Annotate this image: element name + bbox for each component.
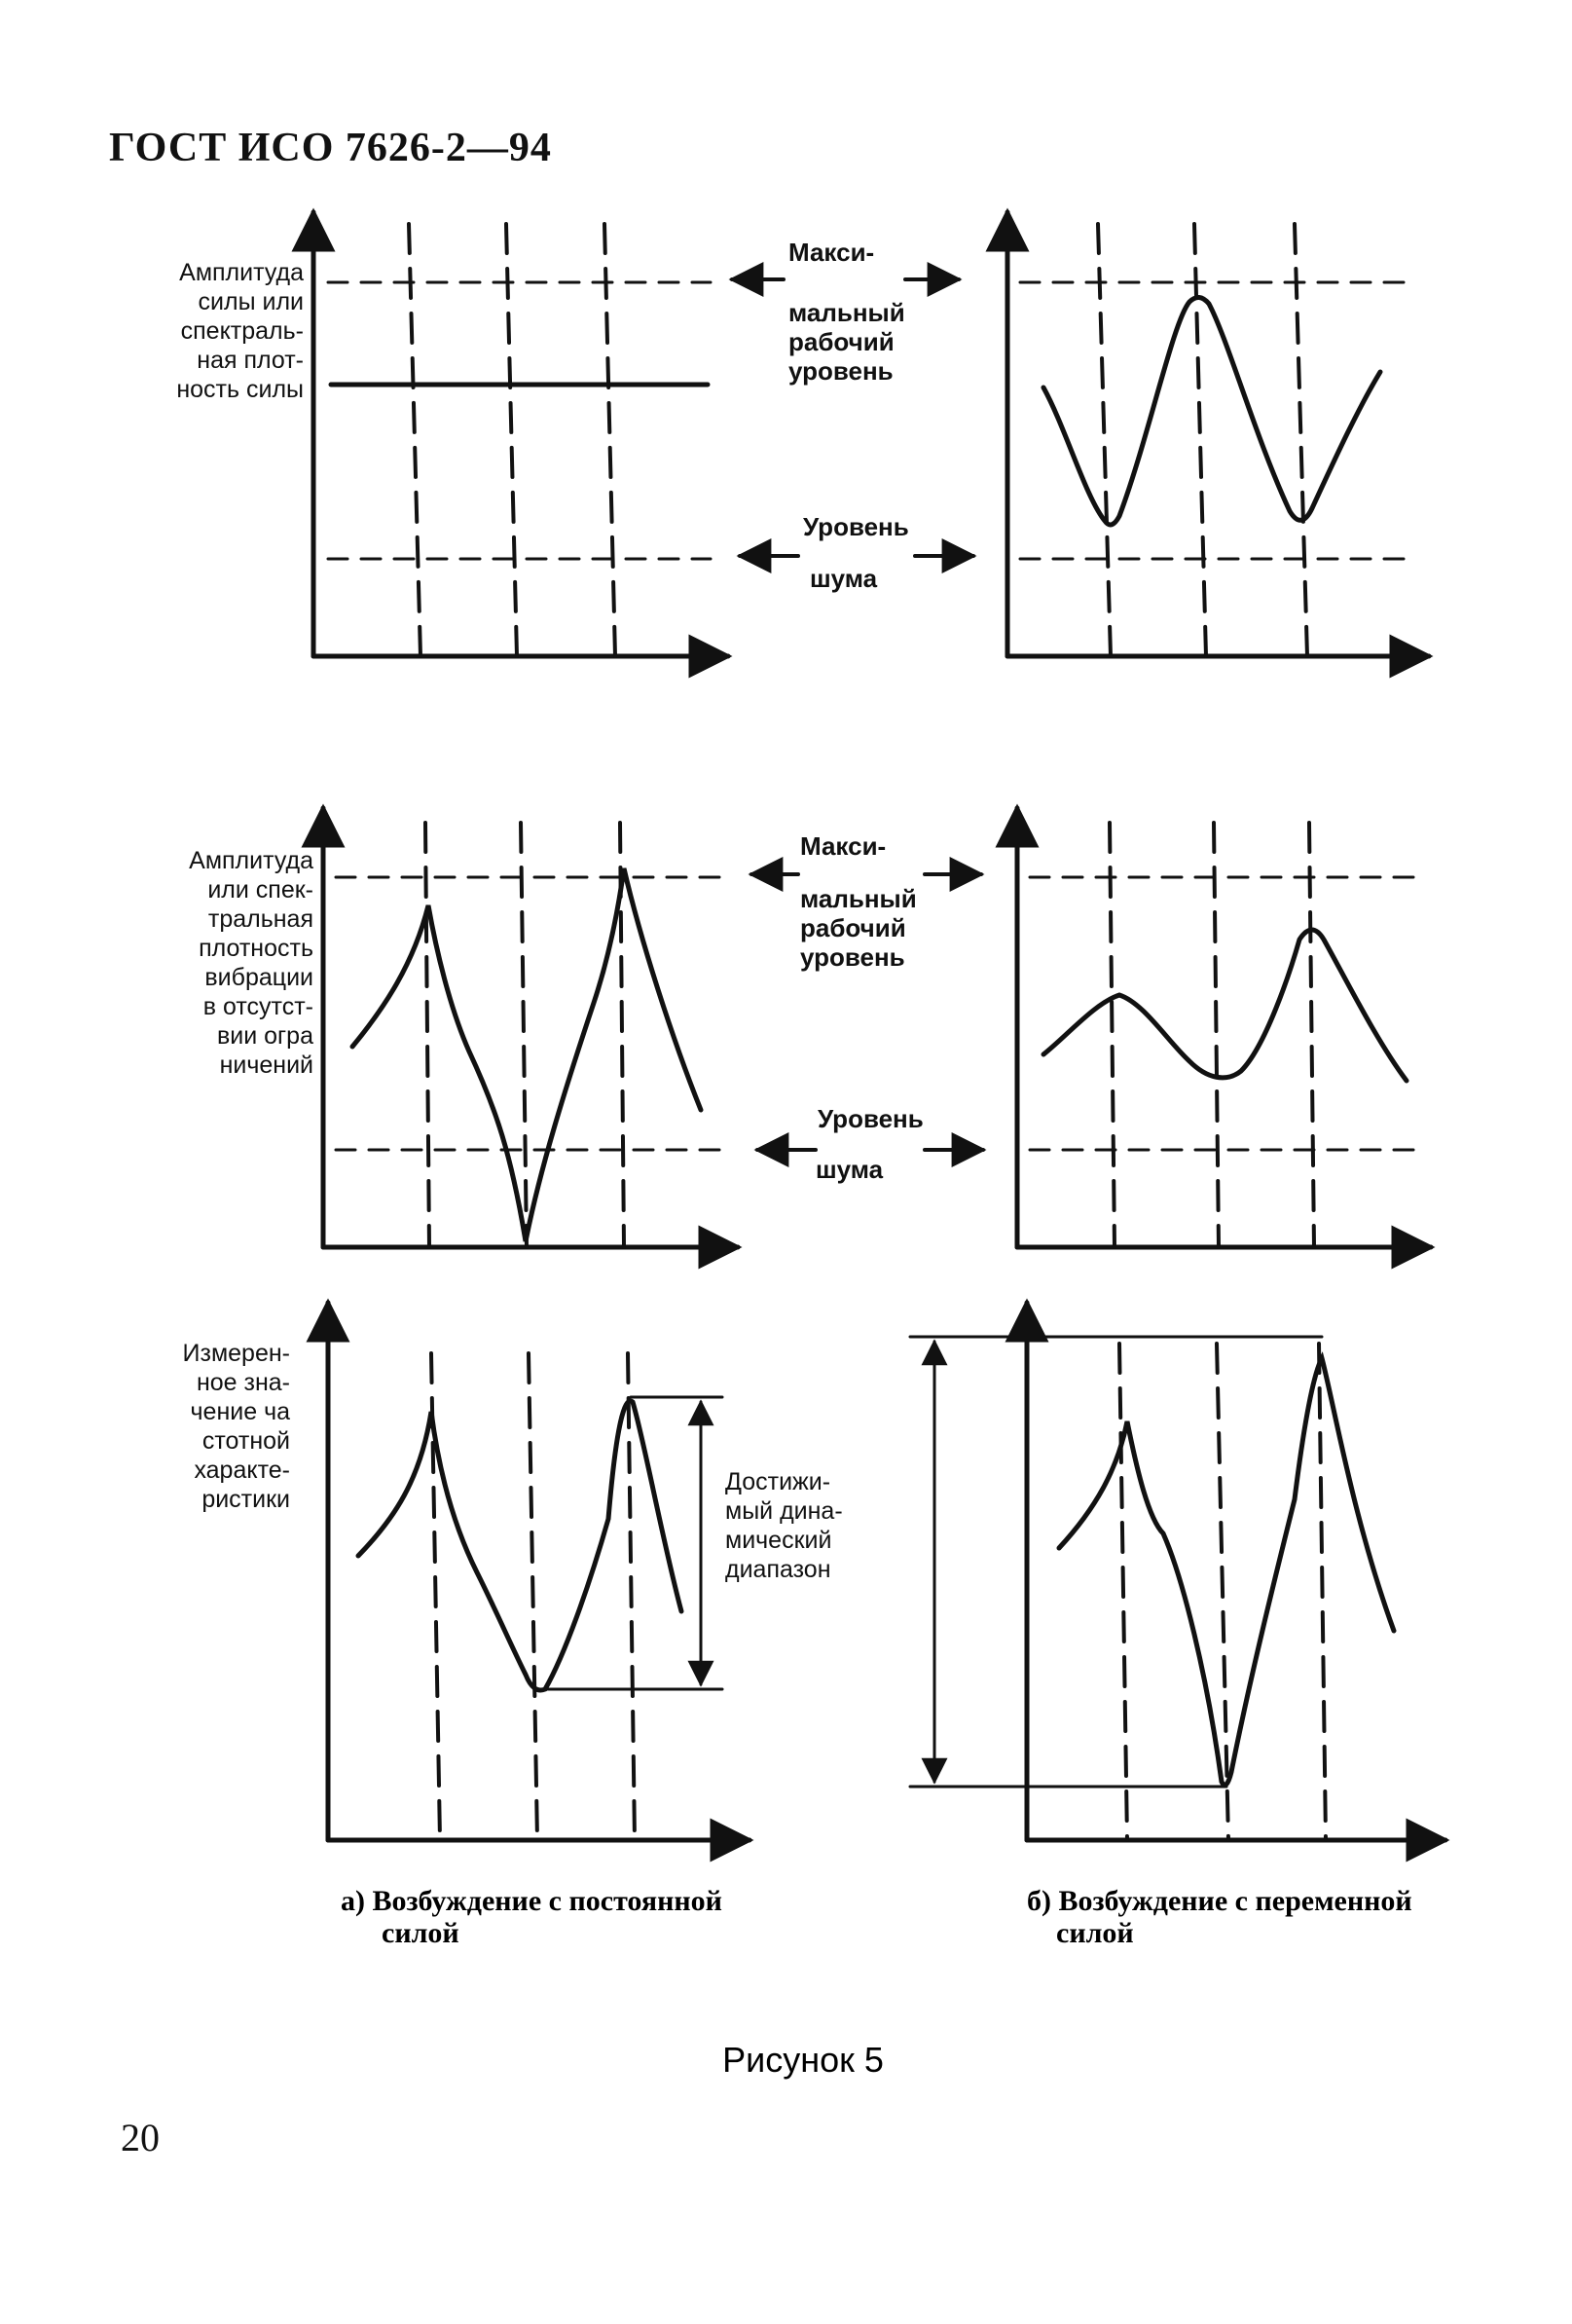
ylabel-line: вибрации	[204, 964, 313, 991]
range-label-line: диапазон	[725, 1556, 831, 1583]
resonance-marker	[425, 823, 429, 1247]
ylabel-line: ничений	[219, 1051, 313, 1079]
row1-ylabel	[176, 259, 304, 403]
level-label-line: рабочий	[788, 327, 895, 356]
resonance-marker	[1214, 823, 1219, 1247]
force-curve	[1043, 297, 1380, 525]
ylabel-line: ристики	[201, 1486, 290, 1513]
panel-2b	[1017, 808, 1431, 1247]
row3-range-label	[725, 1468, 843, 1583]
caption-line: а) Возбуждение с постоянной	[341, 1885, 722, 1917]
ylabel-line: силы или	[198, 288, 304, 315]
ylabel-line: ное зна-	[196, 1369, 290, 1396]
ylabel-line: Амплитуда	[179, 259, 304, 286]
page-number: 20	[121, 2116, 160, 2159]
ylabel-line: вии огра	[217, 1022, 313, 1050]
ylabel-line: чение ча	[190, 1398, 290, 1425]
row1-max-level-label	[788, 238, 905, 386]
caption-line: силой	[1056, 1917, 1134, 1949]
panel-3a	[328, 1303, 749, 1840]
caption-b	[1027, 1885, 1412, 1949]
ylabel-line: ная плот-	[197, 347, 304, 374]
ylabel-line: плотность	[199, 935, 313, 962]
vibration-curve	[1043, 930, 1407, 1081]
level-label-line: уровень	[788, 356, 894, 386]
resonance-marker	[1119, 1344, 1127, 1840]
figure-title: Рисунок 5	[722, 2040, 884, 2080]
ylabel-line: Амплитуда	[189, 847, 313, 874]
resonance-marker	[1309, 823, 1314, 1247]
resonance-marker	[1194, 224, 1206, 656]
ylabel-line: стотной	[201, 1427, 290, 1455]
resonance-marker	[628, 1353, 635, 1840]
level-label-line: шума	[816, 1155, 884, 1184]
range-label-line: мический	[725, 1527, 832, 1554]
resonance-marker	[529, 1353, 537, 1840]
ylabel-line: ность силы	[176, 376, 304, 403]
ylabel-line: тральная	[207, 905, 313, 933]
level-arrows	[732, 279, 983, 1150]
level-label-line: шума	[810, 564, 878, 593]
row2-noise-level-label	[816, 1104, 924, 1184]
level-label-line: рабочий	[800, 913, 906, 942]
range-label-line: Достижи-	[725, 1468, 831, 1495]
ylabel-line: спектраль-	[180, 317, 304, 345]
document-header: ГОСТ ИСО 7626-2—94	[109, 126, 552, 170]
row2-max-level-label	[800, 831, 917, 972]
ylabel-line: или спек-	[207, 876, 313, 904]
resonance-marker	[604, 224, 615, 656]
caption-line: силой	[382, 1917, 459, 1949]
level-label-line: уровень	[800, 942, 905, 972]
row1-noise-level-label	[803, 512, 909, 593]
ylabel-line: в отсутст-	[202, 993, 313, 1020]
resonance-marker	[409, 224, 420, 656]
caption-line: б) Возбуждение с переменной	[1027, 1885, 1412, 1917]
level-label-line: мальный	[800, 884, 917, 913]
range-label-line: мый дина-	[725, 1497, 843, 1525]
resonance-marker	[1295, 224, 1307, 656]
panel-1b	[1007, 212, 1429, 656]
row2-ylabel	[189, 847, 313, 1079]
level-label-line: мальный	[788, 298, 905, 327]
level-label-line: Макси-	[788, 238, 875, 267]
panel-3b	[910, 1303, 1445, 1840]
level-label-line: Макси-	[800, 831, 887, 861]
row3-ylabel	[183, 1340, 291, 1513]
level-label-line: Уровень	[803, 512, 909, 541]
panel-2a	[323, 808, 738, 1247]
ylabel-line: характе-	[194, 1457, 290, 1484]
resonance-marker	[1319, 1344, 1326, 1840]
caption-a	[341, 1885, 722, 1949]
resonance-marker	[1110, 823, 1115, 1247]
resonance-marker	[521, 823, 527, 1247]
level-label-line: Уровень	[818, 1104, 924, 1133]
resonance-marker	[506, 224, 517, 656]
panel-1a	[313, 212, 728, 656]
ylabel-line: Измерен-	[182, 1340, 290, 1367]
resonance-marker	[1098, 224, 1111, 656]
